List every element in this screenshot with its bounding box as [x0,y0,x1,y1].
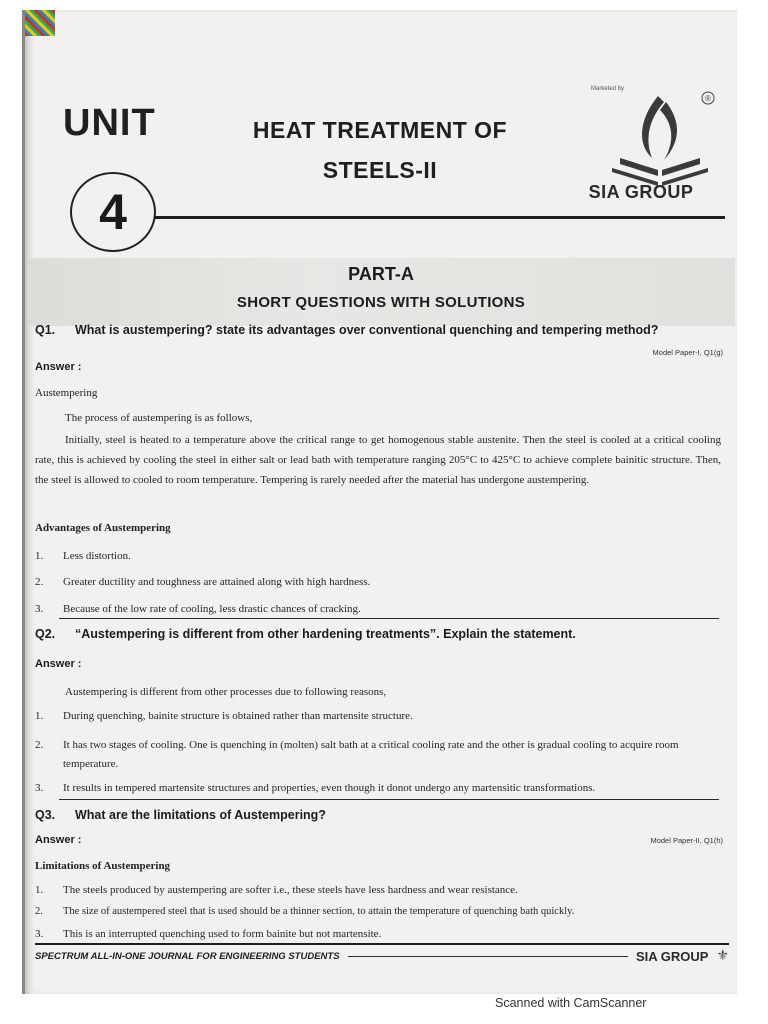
footer-brand: SIA GROUP [635,948,709,964]
answer-2-label: Answer : [35,658,82,670]
question-1-ref: Model Paper-I, Q1(g) [652,348,723,357]
question-3-number: Q3. [35,808,56,822]
q3-heading: Limitations of Austempering [35,860,171,872]
header-rule [135,216,725,219]
scanner-watermark: Scanned with CamScanner [495,996,647,1010]
question-3 [35,808,326,822]
footer-rule [348,956,628,957]
q1-intro: The process of austempering is as follows, [65,412,253,424]
footer-logo-icon: ⚜ [716,948,729,964]
q2-intro: Austempering is different from other processes due to following reasons, [65,686,387,698]
q3-item-2: 2. The size of austempered steel that is used should be a thinner section, to attain the temperature of quenching bath quickly. [35,906,575,917]
q1-item-3: 3. Because of the low rate of cooling, less drastic chances of cracking. [35,603,361,615]
q2-item-2: 2. It has two stages of cooling. One is quenching in (molten) salt bath at a critical cooling rate and the other is gradual cooling to acquire room temperature. [35,739,679,770]
unit-label: UNIT [63,102,156,144]
page-footer [35,943,729,967]
q3-item-1: 1. The steels produced by austempering are softer i.e., these steels have less hardness and wear resistance. [35,884,518,896]
part-subtitle: SHORT QUESTIONS WITH SOLUTIONS [236,294,526,311]
q2-item-3: 3. It results in tempered martensite structures and properties, even though it donot undergo any martensitic transformations. [35,782,596,794]
section-rule-2 [59,799,719,800]
answer-1-label: Answer : [35,361,82,373]
registered-mark: ® [705,94,711,103]
unit-number-circle [70,172,156,252]
q2-item-1: 1. During quenching, bainite structure is obtained rather than martensite structure. [35,710,413,722]
document-page [22,10,737,994]
question-1-text: What is austempering? state its advantages over conventional quenching and tempering method? [75,323,659,337]
question-3-ref: Model Paper-II, Q1(h) [650,836,723,845]
chapter-title [205,110,555,190]
question-1-number: Q1. [35,323,56,337]
question-2-text: “Austempering is different from other hardening treatments”. Explain the statement. [75,627,576,641]
section-rule-1 [59,618,719,619]
q1-item-1: 1. Less distortion. [35,550,131,562]
question-2-number: Q2. [35,627,56,641]
part-title: PART-A [348,264,414,284]
chapter-title-line1: HEAT TREATMENT OF [252,117,508,143]
q1-item-2: 2. Greater ductility and toughness are attained along with high hardness. [35,576,371,588]
unit-number: 4 [99,184,127,240]
corner-fabric [25,10,55,36]
q1-advantages-heading: Advantages of Austempering [35,522,171,534]
question-2 [35,627,576,641]
logo-caption: Marketed by [591,86,625,92]
logo-text: SIA GROUP [588,182,694,202]
chapter-title-line2: STEELS-II [322,157,438,183]
q3-item-3: 3. This is an interrupted quenching used to form bainite but not martensite. [35,928,382,940]
question-1 [35,323,658,337]
q1-body: Initially, steel is heated to a temperature above the critical range to get homogenous stable austenite. Then the steel is cooled at a critical cooling rate, this is achieved by cooling the steel in either salt or lead bath with temperature ranging 205°C to 425°C to achieve complete bainitic structure. Then, the steel is allowed to cooled to room temperature. Tempering is rarely needed after the material has undergone austempering. [35,434,721,486]
question-3-text: What are the limitations of Austempering? [75,808,326,822]
q1-heading: Austempering [35,387,98,399]
footer-journal-title: SPECTRUM ALL-IN-ONE JOURNAL FOR ENGINEERING STUDENTS [35,950,340,962]
answer-3-label: Answer : [35,834,82,846]
